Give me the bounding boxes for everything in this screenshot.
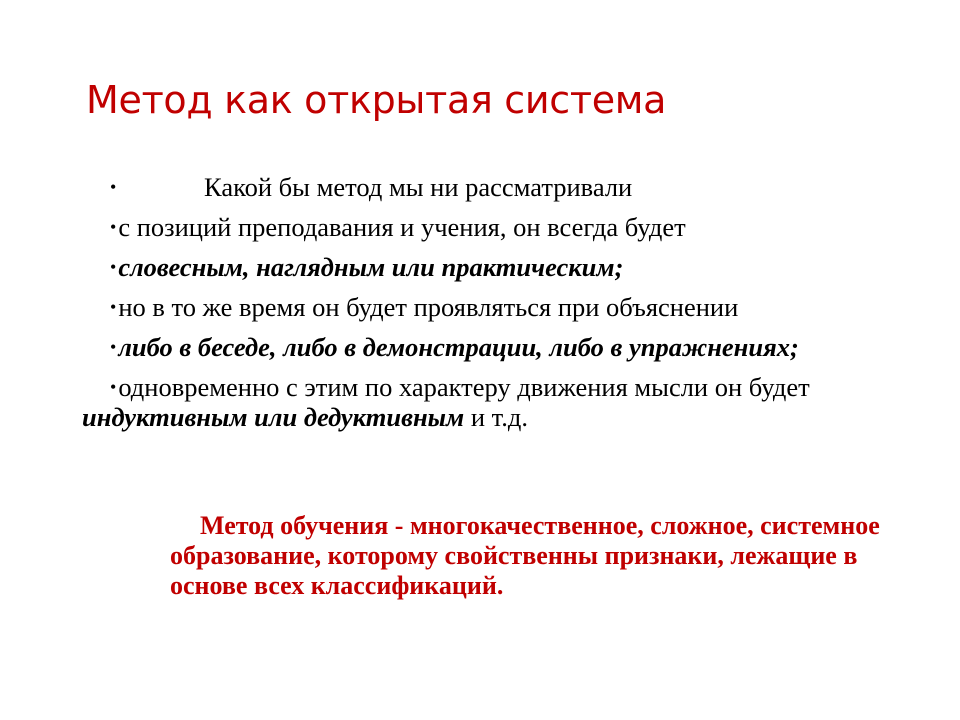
bullet-text: но в то же время он будет проявляться при объяснении [118, 292, 739, 322]
slide-title: Метод как открытая система [86, 78, 667, 122]
bullet-dot-icon: • [110, 337, 117, 357]
bullet-text: и т.д. [464, 402, 528, 432]
bullet-dot-icon: • [110, 257, 117, 277]
bullet-text-emphasis: словесным, наглядным или практическим; [118, 252, 624, 282]
bullet-text: с позиций преподавания и учения, он всегда будет [118, 212, 686, 242]
bullet-item-1 [82, 172, 882, 202]
bullet-dot-icon: • [110, 377, 117, 397]
bullet-dot-icon: • [110, 217, 117, 237]
bullet-dot-icon: • [110, 177, 117, 197]
bullet-text: Какой бы метод мы ни рассматривали [204, 172, 633, 202]
bullet-text-emphasis: либо в беседе, либо в демонстрации, либо в упражнениях; [118, 332, 799, 362]
bullet-dot-icon: • [110, 297, 117, 317]
bullet-item-6 [82, 372, 882, 432]
bullet-text-emphasis: индуктивным или дедуктивным [82, 402, 465, 432]
bullet-item-5 [82, 332, 882, 362]
conclusion-text [170, 511, 910, 601]
bullet-list [82, 172, 882, 442]
bullet-item-4 [82, 292, 882, 322]
bullet-text: одновременно с этим по характеру движения мысли он будет [118, 372, 810, 402]
bullet-item-2 [82, 212, 882, 242]
bullet-item-3 [82, 252, 882, 282]
conclusion-body: Метод обучения - многокачественное, сложное, системное образование, которому свойственны признаки, лежащие в основе всех классификаций. [170, 511, 880, 600]
